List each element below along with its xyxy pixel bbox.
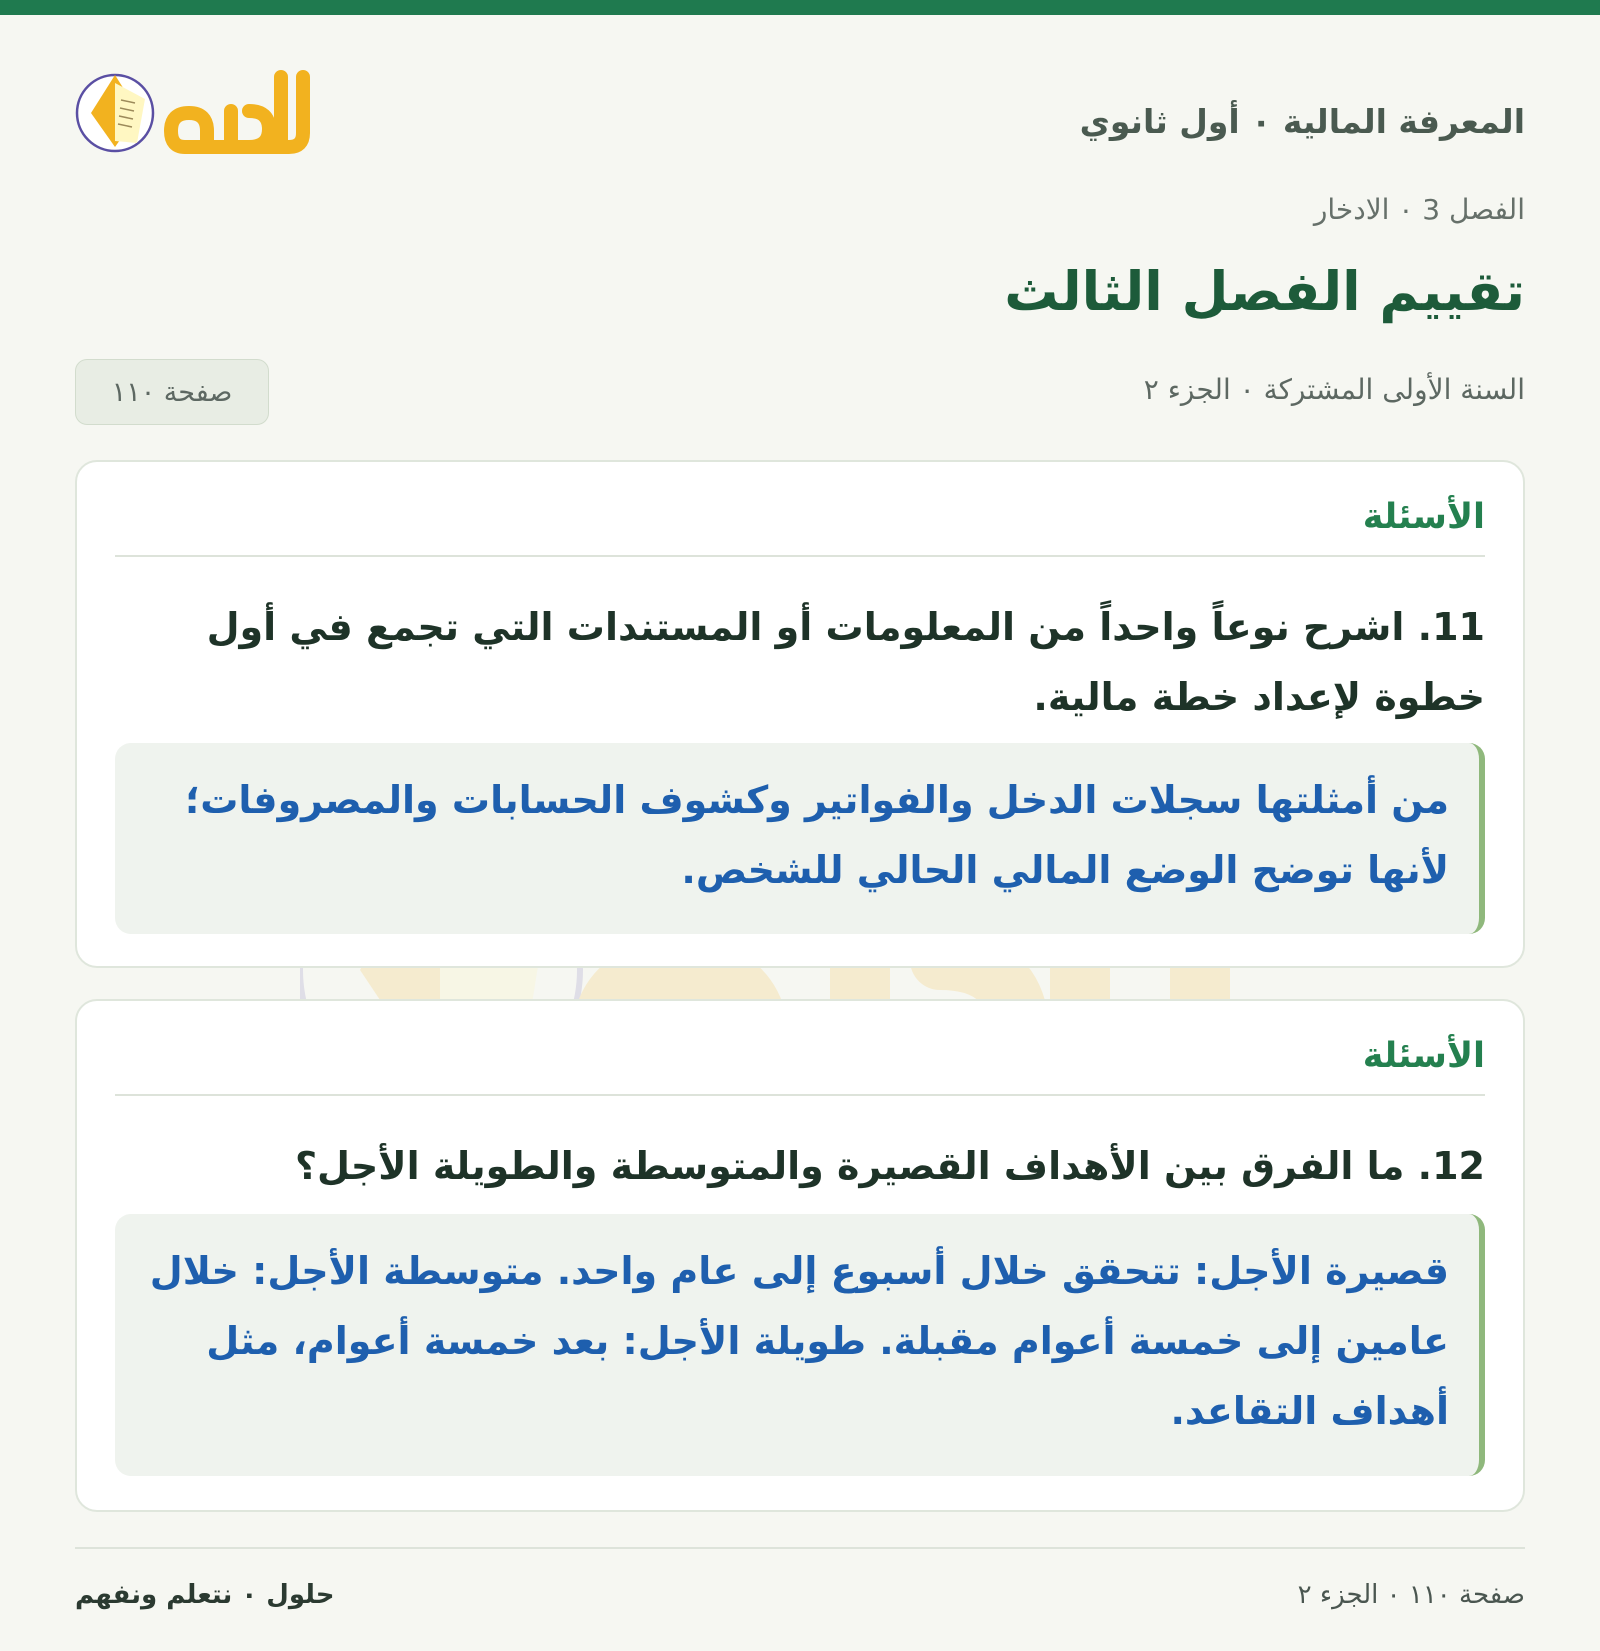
question-text: 12. ما الفرق بين الأهداف القصيرة والمتوسطة والطويلة الأجل؟: [294, 1144, 1485, 1188]
footer-divider: [75, 1547, 1525, 1549]
subject-title: المعرفة المالية ٠ أول ثانوي: [1079, 102, 1525, 141]
page-header: [75, 55, 1525, 175]
answer-box: قصيرة الأجل: تتحقق خلال أسبوع إلى عام واحد. متوسطة الأجل: خلال عامين إلى خمسة أعوام مقبلة. طويلة الأجل: بعد خمسة أعوام، مثل أهداف التقاعد.: [115, 1214, 1485, 1476]
question-card: [75, 460, 1525, 968]
footer-brand: حلول ٠ نتعلم ونفهم: [75, 1580, 335, 1610]
divider: [115, 1094, 1485, 1096]
divider: [115, 555, 1485, 557]
top-accent-bar: [0, 0, 1600, 15]
chapter-breadcrumb: الفصل 3 ٠ الادخار: [1313, 193, 1525, 226]
course-meta: السنة الأولى المشتركة ٠ الجزء ٢: [1143, 373, 1525, 406]
answer-box: من أمثلتها سجلات الدخل والفواتير وكشوف الحسابات والمصروفات؛ لأنها توضح الوضع المالي الحالي للشخص.: [115, 743, 1485, 934]
hulul-logo-icon: [75, 55, 335, 175]
footer-page-info: صفحة ١١٠ ٠ الجزء ٢: [1297, 1580, 1525, 1610]
question-card: [75, 999, 1525, 1512]
page-number-badge: صفحة ١١٠: [75, 359, 269, 425]
page-container: [75, 15, 1525, 1651]
section-label: الأسئلة: [1362, 497, 1485, 537]
section-label: الأسئلة: [1362, 1036, 1485, 1076]
question-text: 11. اشرح نوعاً واحداً من المعلومات أو المستندات التي تجمع في أول خطوة لإعداد خطة مالية.: [206, 605, 1485, 719]
page-title: تقييم الفصل الثالث: [1004, 260, 1525, 323]
